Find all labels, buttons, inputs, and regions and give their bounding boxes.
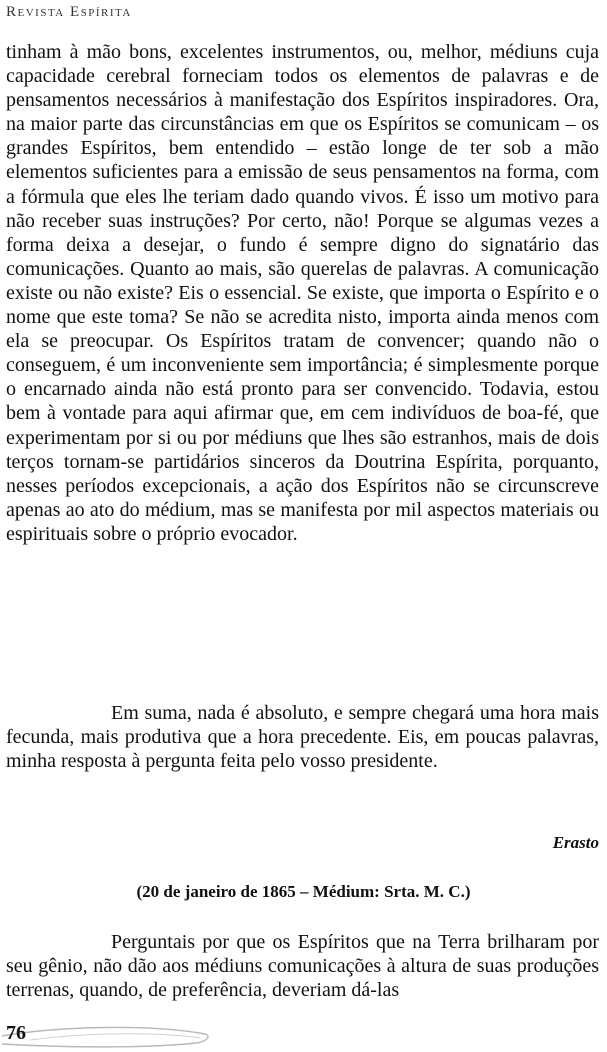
author-signature: Erasto — [552, 833, 599, 852]
date-medium-line: (20 de janeiro de 1865 – Médium: Srta. M. C.) — [136, 882, 471, 901]
paragraph-3: Perguntais por que os Espíritos que na Terra brilharam por seu gênio, não dão aos médiuns comunicações à altura de suas produções terrenas, quando, de preferência, deveriam dá-las — [6, 931, 599, 1002]
page-swoosh-decoration — [0, 1018, 220, 1052]
paragraph-1: tinham à mão bons, excelentes instrumentos, ou, melhor, médiuns cuja capacidade cerebral forneciam todos os elementos de palavras e de pensamentos necessários à manifestação dos Espíritos inspiradores. Ora, na maior parte das circunstâncias em que os Espíritos se comunicam – os grandes Espíritos, bem entendido – estão longe de ter sob a mão elementos suficientes para a emissão de seus pensamentos na forma, com a fórmula que eles lhe teriam dado quando vivos. É isso um motivo para não receber suas instruções? Por certo, não! Porque se algumas vezes a forma deixa a desejar, o fundo é sempre digno do signatário das comunicações. Quanto ao mais, são querelas de palavras. A comunicação existe ou não existe? Eis o essencial. Se existe, que importa o Espírito e o nome que este toma? Se não se acredita nisto, importa ainda menos com ela se preocupar. Os Espíritos tratam de convencer; quando não o conseguem, é um inconveniente sem importância; é simplesmente porque o encarnado ainda não está pronto para ser convencido. Todavia, estou bem à vontade para aqui afirmar que, em cem indivíduos de boa-fé, que experimentam por si ou por médiuns que lhes são estranhos, mais de dois terços tornam-se partidários sinceros da Doutrina Espírita, porquanto, nesses períodos excepcionais, a ação dos Espíritos não se circunscreve apenas ao ato do médium, mas se manifesta por mil aspectos materiais ou espirituais sobre o próprio evocador. — [6, 41, 599, 545]
running-header: Revista Espírita — [6, 4, 132, 20]
paragraph-2: Em suma, nada é absoluto, e sempre chegará uma hora mais fecunda, mais produtiva que a hora precedente. Eis, em poucas palavras, minha resposta à pergunta feita pelo vosso presidente. — [6, 702, 599, 773]
page-number: 76 — [6, 1022, 26, 1044]
